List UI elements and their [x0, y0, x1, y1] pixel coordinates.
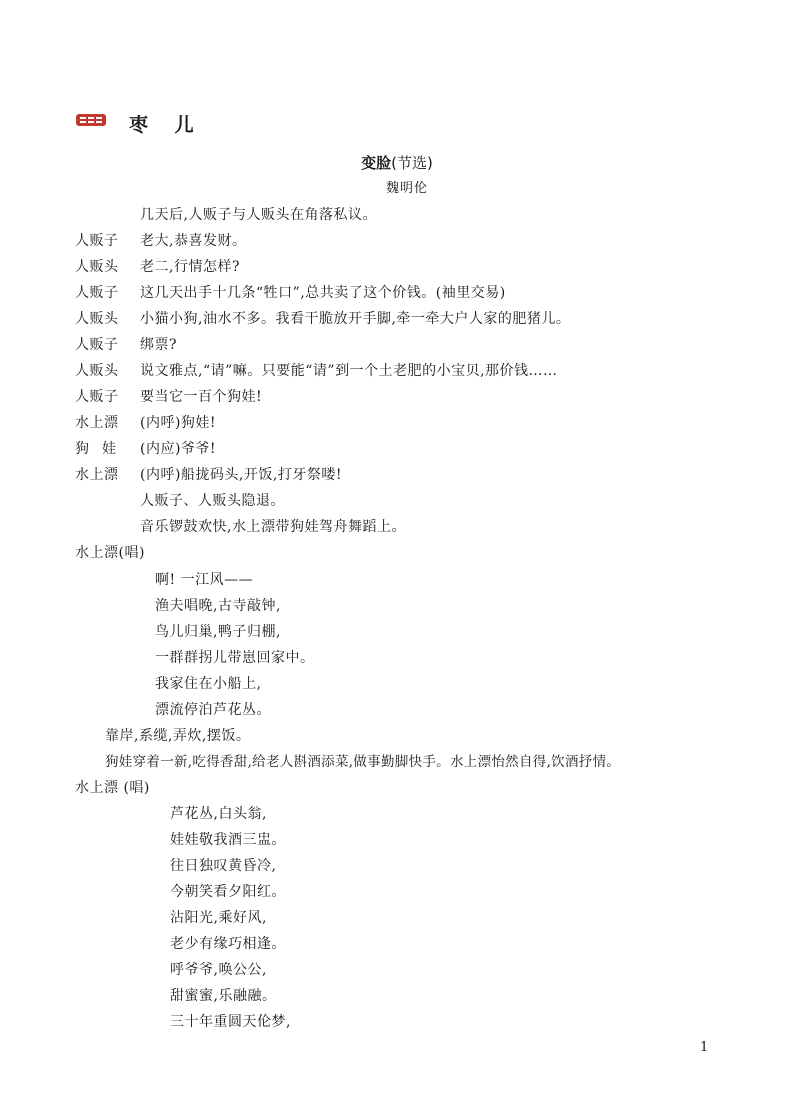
stage-direction: 人贩子、人贩头隐退。 [140, 493, 285, 509]
song-line: 鸟儿归巢,鸭子归棚, [155, 624, 281, 640]
speaker-label: 水上漂 [75, 415, 119, 431]
speaker-label: 水上漂 [75, 467, 119, 483]
stage-direction: 狗娃穿着一新,吃得香甜,给老人斟酒添菜,做事勤脚快手。水上漂怡然自得,饮酒抒情。 [105, 754, 621, 770]
song-line: 呼爷爷,唤公公, [170, 962, 267, 978]
speaker-label: 人贩头 [75, 259, 119, 275]
speaker-label: 人贩子 [75, 389, 119, 405]
song-line: 啊! 一江风—— [155, 572, 254, 588]
song-line: 往日独叹黄昏冷, [170, 858, 277, 874]
stage-direction: 几天后,人贩子与人贩头在角落私议。 [140, 207, 377, 223]
dialogue-line: 说文雅点,“请”嘛。只要能“请”到一个土老肥的小宝贝,那价钱…… [140, 363, 558, 379]
dialogue-line: (内呼)狗娃! [140, 415, 217, 431]
speaker-label: 人贩子 [75, 285, 119, 301]
play-title [0, 152, 794, 173]
song-line: 芦花丛,白头翁, [170, 806, 267, 822]
speaker-label: 人贩头 [75, 363, 119, 379]
song-line: 老少有缘巧相逢。 [170, 936, 286, 952]
dialogue-line: 小猫小狗,油水不多。我看干脆放开手脚,牵一牵大户人家的肥猪儿。 [140, 311, 571, 327]
dialogue-line: (内应)爷爷! [140, 441, 217, 457]
song-line: 今朝笑看夕阳红。 [170, 884, 286, 900]
dialogue-line: 这几天出手十几条“牲口”,总共卖了这个价钱。(袖里交易) [140, 285, 506, 301]
play-title-main: 变脸 [361, 154, 392, 172]
song-speaker-label: 水上漂(唱) [75, 545, 145, 561]
stage-direction: 靠岸,系缆,弄炊,摆饭。 [105, 728, 251, 744]
song-line: 漂流停泊芦花丛。 [155, 702, 271, 718]
song-line: 我家住在小船上, [155, 676, 262, 692]
speaker-label: 人贩头 [75, 311, 119, 327]
song-line: 三十年重圆天伦梦, [170, 1014, 291, 1030]
speaker-label: 人贩子 [75, 337, 119, 353]
speaker-label: 人贩子 [75, 233, 119, 249]
page-number: 1 [700, 1040, 709, 1055]
dialogue-line: 老二,行情怎样? [140, 259, 240, 275]
section-heading: 枣 儿 [129, 114, 204, 136]
song-speaker-label: 水上漂 (唱) [75, 780, 150, 796]
song-line: 甜蜜蜜,乐融融。 [170, 988, 277, 1004]
song-line: 沾阳光,乘好风, [170, 910, 267, 926]
play-title-sub: (节选) [391, 154, 433, 172]
section-logo-icon [76, 114, 106, 126]
song-line: 渔夫唱晚,古寺敲钟, [155, 598, 281, 614]
speaker-label: 狗娃 [75, 441, 129, 457]
song-line: 一群群拐儿带崽回家中。 [155, 650, 315, 666]
dialogue-line: 绑票? [140, 337, 178, 353]
song-line: 娃娃敬我酒三盅。 [170, 832, 286, 848]
dialogue-line: 老大,恭喜发财。 [140, 233, 247, 249]
author: 魏明伦 [385, 181, 428, 196]
stage-direction: 音乐锣鼓欢快,水上漂带狗娃驾舟舞蹈上。 [140, 519, 406, 535]
dialogue-line: 要当它一百个狗娃! [140, 389, 263, 405]
dialogue-line: (内呼)船拢码头,开饭,打牙祭喽! [140, 467, 342, 483]
